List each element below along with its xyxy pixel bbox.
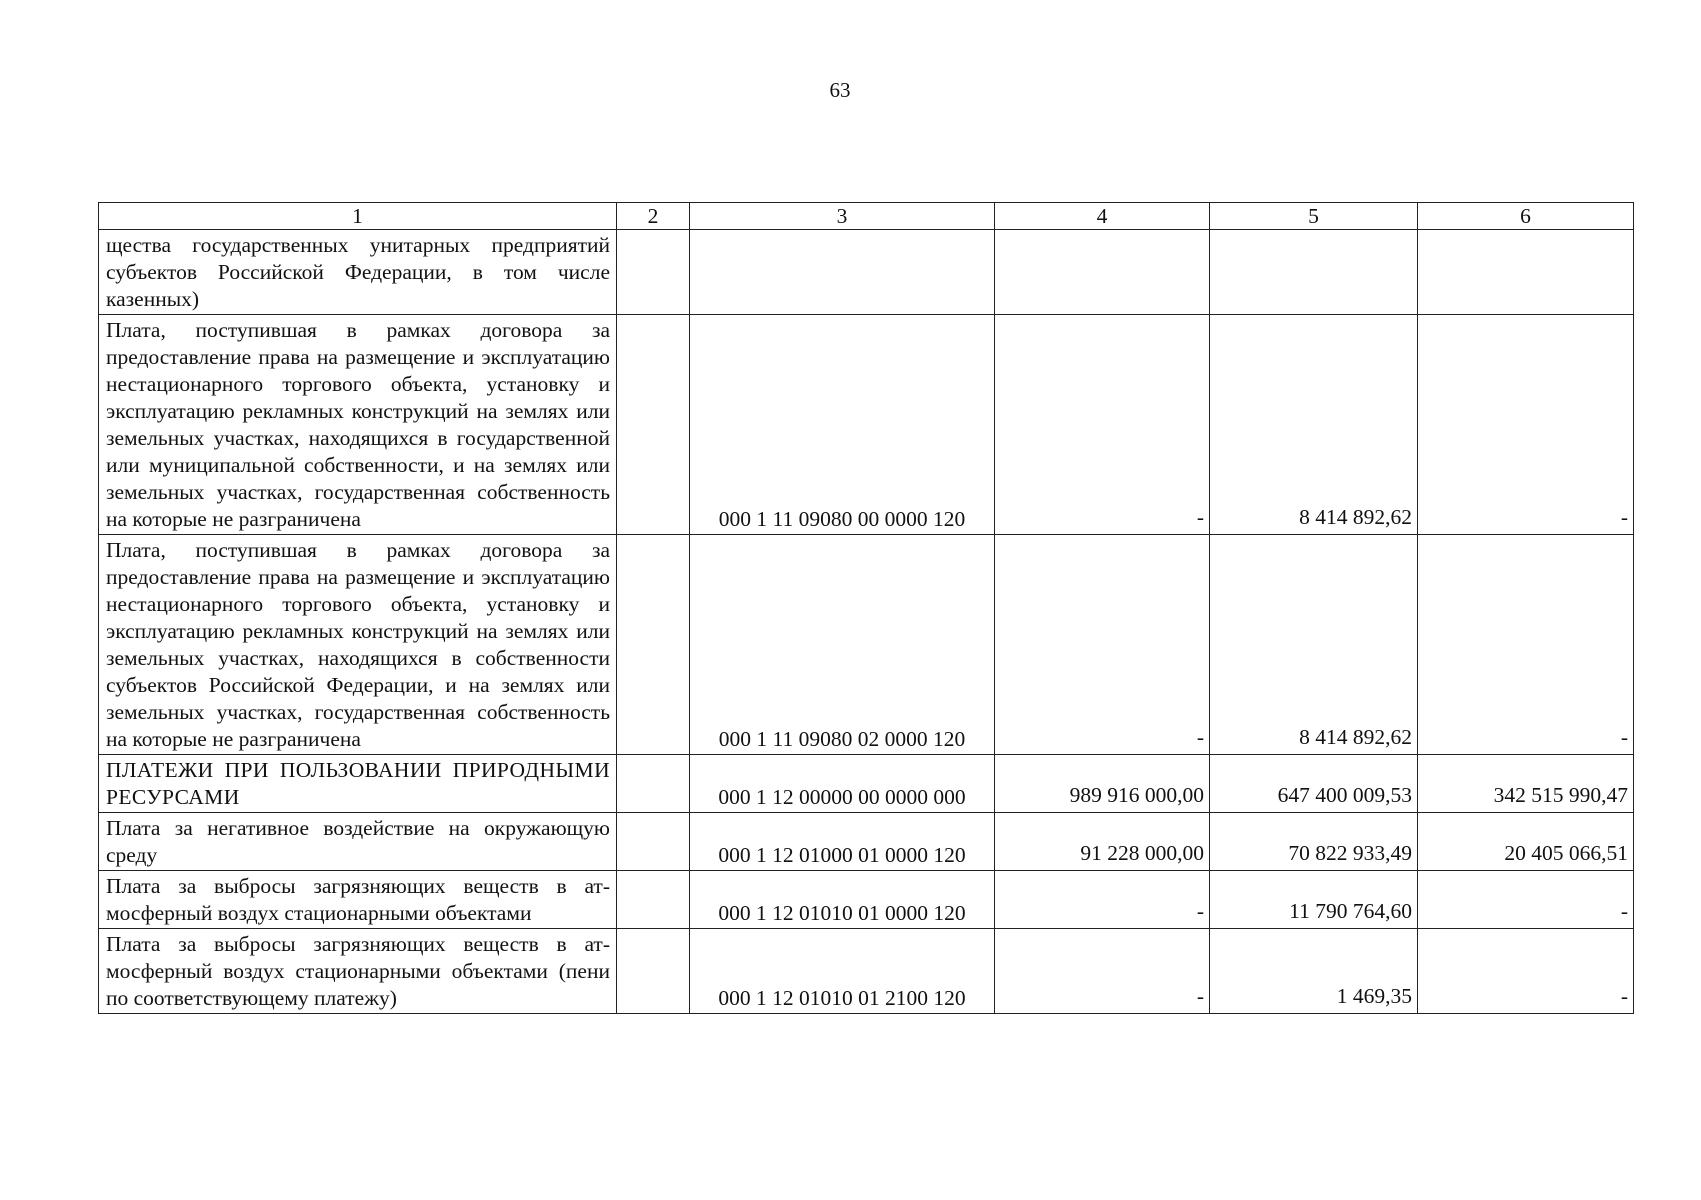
table-row: [99, 929, 1634, 1014]
row-remainder-value: -: [1418, 929, 1634, 1014]
row-col2-cell: [617, 315, 690, 535]
row-name-cell: Плата за негативное воздействие на окружающую среду: [99, 813, 617, 871]
column-header-2: 2: [617, 203, 690, 230]
row-code-cell: 000 1 12 00000 00 0000 000: [690, 755, 995, 813]
row-col2-cell: [617, 813, 690, 871]
row-plan-value: 989 916 000,00: [995, 755, 1210, 813]
row-code-cell: 000 1 12 01010 01 0000 120: [690, 871, 995, 929]
row-name-cell: ПЛАТЕЖИ ПРИ ПОЛЬЗОВАНИИ ПРИРОДНЫМИ РЕСУРСАМИ: [99, 755, 617, 813]
row-remainder-value: -: [1418, 315, 1634, 535]
row-plan-value: -: [995, 315, 1210, 535]
row-executed-value: 8 414 892,62: [1210, 315, 1418, 535]
table-body: [99, 230, 1634, 1014]
row-plan-value: -: [995, 871, 1210, 929]
row-plan-value: [995, 230, 1210, 315]
column-header-4: 4: [995, 203, 1210, 230]
row-code-cell: 000 1 12 01010 01 2100 120: [690, 929, 995, 1014]
row-name-cell: Плата, поступившая в рамках договора за предоставление права на размещение и эксплуатацию нестационарного торгового объекта, установку и эксплуатацию рекламных конструкций на землях или земельных участках, находящихся в собственности субъектов Российской Федерации, и на землях или земельных участках, государственная собственность на которые не разграничена: [99, 535, 617, 755]
row-code-cell: 000 1 11 09080 02 0000 120: [690, 535, 995, 755]
table-header: [99, 203, 1634, 230]
row-executed-value: 647 400 009,53: [1210, 755, 1418, 813]
column-header-1: 1: [99, 203, 617, 230]
table-row: [99, 535, 1634, 755]
row-col2-cell: [617, 871, 690, 929]
row-col2-cell: [617, 755, 690, 813]
row-code-cell: 000 1 12 01000 01 0000 120: [690, 813, 995, 871]
budget-table: [98, 202, 1634, 1014]
row-remainder-value: -: [1418, 871, 1634, 929]
row-col2-cell: [617, 929, 690, 1014]
row-name-cell: Плата за выбросы загрязняющих веществ в атмосферный воздух стационарными объектами: [99, 871, 617, 929]
row-code-cell: 000 1 11 09080 00 0000 120: [690, 315, 995, 535]
row-executed-value: 11 790 764,60: [1210, 871, 1418, 929]
column-header-6: 6: [1418, 203, 1634, 230]
row-plan-value: -: [995, 535, 1210, 755]
row-plan-value: 91 228 000,00: [995, 813, 1210, 871]
table-row: [99, 871, 1634, 929]
row-executed-value: [1210, 230, 1418, 315]
row-name-cell: Плата, поступившая в рамках договора за предоставление права на размещение и эксплуатацию нестационарного торгового объекта, установку и эксплуатацию рекламных конструкций на землях или земельных участках, находящихся в государственной или муниципальной собственности, и на землях или земельных участках, государственная собственность на которые не разграничена: [99, 315, 617, 535]
row-executed-value: 70 822 933,49: [1210, 813, 1418, 871]
row-executed-value: 1 469,35: [1210, 929, 1418, 1014]
row-code-cell: [690, 230, 995, 315]
table-row: [99, 315, 1634, 535]
row-remainder-value: -: [1418, 535, 1634, 755]
row-remainder-value: [1418, 230, 1634, 315]
row-col2-cell: [617, 535, 690, 755]
column-header-5: 5: [1210, 203, 1418, 230]
table-row: [99, 230, 1634, 315]
row-remainder-value: 20 405 066,51: [1418, 813, 1634, 871]
header-row: [99, 203, 1634, 230]
row-col2-cell: [617, 230, 690, 315]
column-header-3: 3: [690, 203, 995, 230]
table-row: [99, 813, 1634, 871]
row-name-cell: Плата за выбросы загрязняющих веществ в атмосферный воздух стационарными объектами (пени по соответствующему платежу): [99, 929, 617, 1014]
page-number: 63: [829, 78, 851, 102]
row-executed-value: 8 414 892,62: [1210, 535, 1418, 755]
row-remainder-value: 342 515 990,47: [1418, 755, 1634, 813]
table-row: [99, 755, 1634, 813]
row-plan-value: -: [995, 929, 1210, 1014]
row-name-cell: щества государственных унитарных предприятий субъектов Российской Федерации, в том числе казенных): [99, 230, 617, 315]
